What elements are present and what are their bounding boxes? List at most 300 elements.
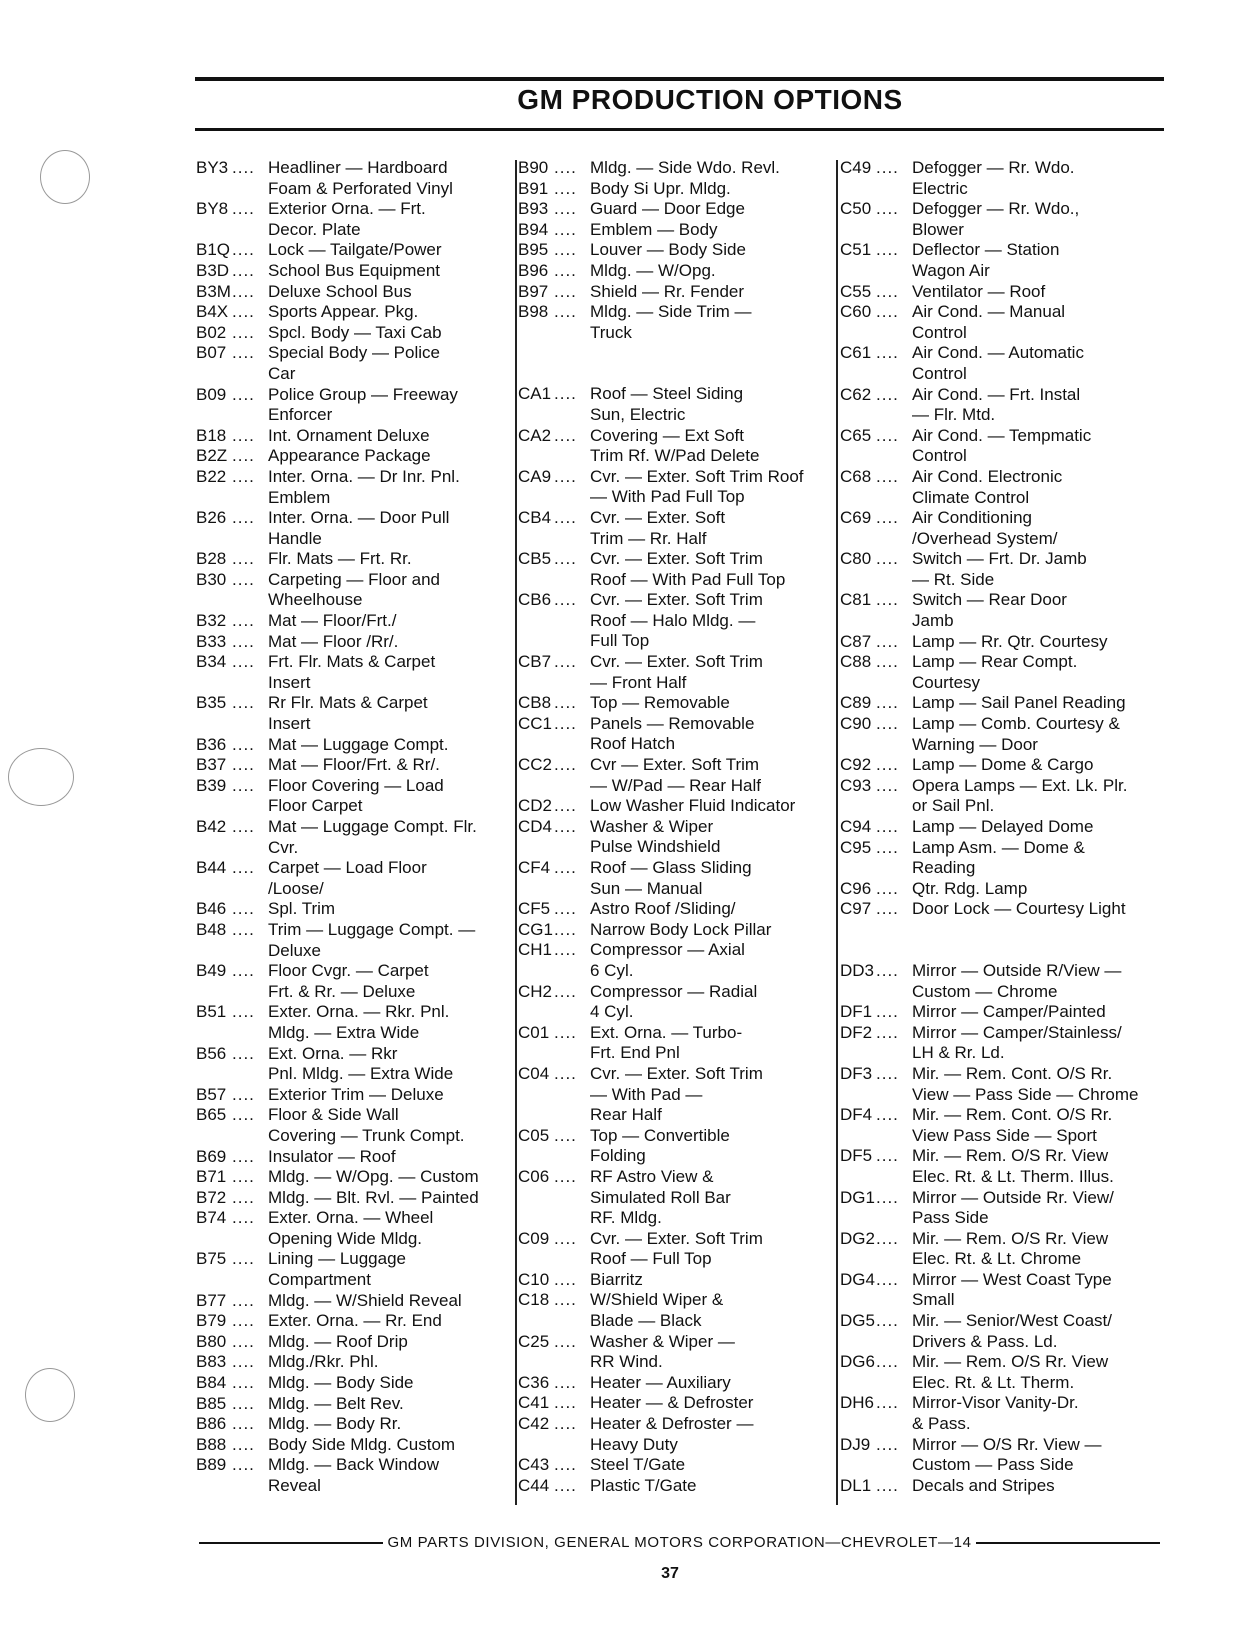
option-entry — [840, 1023, 1170, 1064]
option-code: B1Q — [196, 240, 231, 260]
leader-dots: .... — [554, 1455, 577, 1475]
option-description: Shield — Rr. Fender — [590, 281, 745, 301]
option-entry — [196, 446, 506, 467]
leader-dots: .... — [554, 919, 577, 939]
leader-dots: .... — [876, 343, 899, 363]
option-entry — [518, 1373, 838, 1394]
option-entry — [518, 240, 838, 261]
option-description: Ext. Orna. — Rkr Pnl. Mldg. — Extra Wide — [268, 1043, 454, 1084]
option-entry — [518, 1290, 838, 1331]
footer-rule-left — [199, 1542, 383, 1544]
leader-dots: .... — [554, 425, 577, 445]
option-description: Emblem — Body — [590, 219, 718, 239]
option-description: Lining — Luggage Compartment — [268, 1249, 407, 1290]
option-code: CB7 — [518, 652, 552, 672]
option-code: C42 — [518, 1414, 550, 1434]
option-description: Lamp — Rr. Qtr. Courtesy — [912, 631, 1108, 651]
option-description: Spcl. Body — Taxi Cab — [268, 322, 442, 342]
option-description: Cvr — Exter. Soft Trim — W/Pad — Rear Half — [590, 755, 761, 795]
option-description: Spl. Trim — [268, 899, 336, 919]
option-entry — [196, 282, 506, 303]
option-entry — [518, 1455, 838, 1476]
option-description: Mldg. — Side Wdo. Revl. — [590, 158, 780, 177]
top-rule — [195, 77, 1164, 81]
option-entry — [518, 652, 838, 693]
option-entry — [196, 1414, 506, 1435]
option-code: DG5 — [840, 1311, 875, 1331]
option-entry — [196, 426, 506, 447]
option-description: Floor Cvgr. — Carpet Frt. & Rr. — Deluxe — [268, 961, 429, 1001]
option-description: Rr Flr. Mats & Carpet Insert — [268, 693, 428, 734]
option-description: Exter. Orna. — Rr. End — [268, 1311, 442, 1331]
option-entry — [196, 261, 506, 282]
leader-dots: .... — [554, 693, 577, 713]
option-description: Mldg. — Belt Rev. — [268, 1393, 404, 1413]
option-entry — [518, 714, 838, 755]
option-entry — [840, 1352, 1170, 1393]
option-code: C01 — [518, 1022, 550, 1042]
option-entry — [840, 714, 1170, 755]
option-description: Roof — Steel Siding Sun, Electric — [590, 384, 744, 424]
option-description: Narrow Body Lock Pillar — [590, 919, 772, 939]
option-description: Body Si Upr. Mldg. — [590, 178, 731, 198]
option-code: DH6 — [840, 1393, 875, 1413]
option-entry — [840, 467, 1170, 508]
option-code: B46 — [196, 899, 227, 919]
leader-dots: .... — [232, 1002, 255, 1022]
leader-dots: .... — [876, 1311, 899, 1331]
option-description: Heater — Auxiliary — [590, 1372, 731, 1392]
leader-dots: .... — [232, 343, 255, 363]
leader-dots: .... — [232, 1331, 255, 1351]
option-entry — [518, 1064, 838, 1126]
leader-dots: .... — [876, 652, 899, 672]
option-description: Mldg. — Blt. Rvl. — Painted — [268, 1187, 479, 1207]
option-code: B26 — [196, 508, 227, 528]
option-code: CA2 — [518, 425, 552, 445]
option-entry — [196, 1332, 506, 1353]
leader-dots: .... — [554, 178, 577, 198]
option-description: Mat — Luggage Compt. Flr. Cvr. — [268, 817, 477, 857]
option-entry — [840, 1476, 1170, 1497]
leader-dots: .... — [554, 260, 577, 280]
option-entry — [518, 384, 838, 425]
option-description: Mirror-Visor Vanity-Dr. & Pass. — [912, 1393, 1079, 1434]
page-title: GM PRODUCTION OPTIONS — [517, 84, 903, 115]
option-description: Qtr. Rdg. Lamp — [912, 878, 1028, 898]
leader-dots: .... — [232, 755, 255, 775]
option-entry — [196, 240, 506, 261]
option-code: C10 — [518, 1269, 550, 1289]
leader-dots: .... — [232, 425, 255, 445]
option-code: B72 — [196, 1187, 227, 1207]
option-entry — [196, 632, 506, 653]
option-description: Mir. — Senior/West Coast/ Drivers & Pass. Ld. — [912, 1311, 1112, 1351]
option-description: Guard — Door Edge — [590, 199, 745, 219]
option-entry — [518, 158, 838, 179]
leader-dots: .... — [876, 817, 899, 836]
option-entry — [196, 1002, 506, 1043]
option-entry — [196, 899, 506, 920]
option-code: B35 — [196, 693, 227, 713]
option-description: Exter. Orna. — Rkr. Pnl. Mldg. — Extra Wide — [268, 1002, 450, 1042]
leader-dots: .... — [554, 755, 577, 775]
option-entry — [518, 199, 838, 220]
option-entry — [518, 693, 838, 714]
option-code: B51 — [196, 1002, 227, 1022]
option-code: CA9 — [518, 466, 552, 486]
leader-dots: .... — [232, 1434, 255, 1454]
leader-dots: .... — [554, 652, 577, 672]
option-description: Deluxe School Bus — [268, 281, 412, 301]
option-description: Mirror — O/S Rr. View — Custom — Pass Side — [912, 1434, 1102, 1475]
option-description: Mat — Floor/Frt./ — [268, 611, 397, 631]
option-code: C65 — [840, 425, 872, 445]
option-entry — [518, 1393, 838, 1414]
option-code: BY3 — [196, 158, 229, 177]
option-description: Mirror — Camper/Painted — [912, 1002, 1106, 1022]
leader-dots: .... — [554, 219, 577, 239]
option-description: Mldg. — Side Trim — Truck — [590, 302, 752, 342]
leader-dots: .... — [876, 158, 899, 177]
option-description: RF Astro View & Simulated Roll Bar RF. Mldg. — [590, 1166, 731, 1228]
option-entry — [518, 817, 838, 858]
option-code: CD2 — [518, 796, 553, 816]
leader-dots: .... — [876, 1228, 899, 1248]
option-code: C89 — [840, 693, 872, 713]
option-code: C95 — [840, 837, 872, 857]
option-code: DF3 — [840, 1063, 873, 1083]
option-code: C04 — [518, 1063, 550, 1083]
option-description: Flr. Mats — Frt. Rr. — [268, 549, 412, 569]
option-description: Air Cond. Electronic Climate Control — [912, 466, 1063, 507]
leader-dots: .... — [554, 1331, 577, 1351]
option-code: B84 — [196, 1373, 227, 1393]
option-entry — [840, 240, 1170, 281]
option-description: Biarritz — [590, 1269, 643, 1289]
option-entry — [196, 817, 506, 858]
leader-dots: .... — [554, 507, 577, 527]
option-code: DG6 — [840, 1352, 875, 1372]
leader-dots: .... — [876, 899, 899, 919]
leader-dots: .... — [232, 1146, 255, 1166]
option-description: Roof — Glass Sliding Sun — Manual — [590, 858, 752, 898]
option-description: Lock — Tailgate/Power — [268, 240, 442, 260]
option-entry — [518, 1476, 838, 1497]
leader-dots: .... — [876, 1146, 899, 1166]
option-entry — [840, 1393, 1170, 1434]
option-description: Defogger — Rr. Wdo., Blower — [912, 199, 1080, 239]
option-entry — [518, 467, 838, 508]
option-entry — [840, 961, 1170, 1002]
leader-dots: .... — [232, 1393, 255, 1413]
option-code: C51 — [840, 240, 872, 260]
leader-dots: .... — [554, 1166, 577, 1186]
option-code: B77 — [196, 1290, 227, 1310]
option-code: C25 — [518, 1331, 550, 1351]
option-entry — [196, 1147, 506, 1168]
option-code: B69 — [196, 1146, 227, 1166]
option-description: Louver — Body Side — [590, 240, 746, 260]
leader-dots: .... — [876, 1393, 899, 1413]
option-description: Mirror — Camper/Stainless/ LH & Rr. Ld. — [912, 1022, 1122, 1063]
leader-dots: .... — [876, 631, 899, 651]
option-code: CB4 — [518, 507, 552, 527]
option-code: C80 — [840, 549, 872, 569]
option-description: Top — Removable — [590, 693, 730, 713]
option-entry — [840, 1105, 1170, 1146]
option-description: Special Body — Police Car — [268, 343, 440, 383]
leader-dots: .... — [554, 302, 577, 322]
option-code: C43 — [518, 1455, 550, 1475]
leader-dots: .... — [554, 899, 577, 919]
option-code: B96 — [518, 260, 549, 280]
option-description: Low Washer Fluid Indicator — [590, 796, 796, 816]
option-code: C50 — [840, 199, 872, 219]
option-code: C09 — [518, 1228, 550, 1248]
option-entry — [840, 302, 1170, 343]
option-code: DF2 — [840, 1022, 873, 1042]
option-code: B97 — [518, 281, 549, 301]
leader-dots: .... — [554, 384, 577, 404]
option-description: Covering — Ext Soft Trim Rf. W/Pad Delete — [590, 425, 760, 466]
option-description: Switch — Rear Door Jamb — [912, 590, 1067, 631]
option-code: B39 — [196, 775, 227, 795]
option-entry — [196, 1085, 506, 1106]
leader-dots: .... — [876, 714, 899, 734]
option-description: Mldg. — W/Opg. — Custom — [268, 1167, 479, 1187]
option-code: C92 — [840, 755, 872, 775]
option-entry — [518, 302, 838, 343]
option-entry — [518, 220, 838, 241]
option-description: Carpeting — Floor and Wheelhouse — [268, 569, 440, 610]
leader-dots: .... — [232, 1187, 255, 1207]
leader-dots: .... — [876, 1434, 899, 1454]
option-description: Mat — Floor/Frt. & Rr/. — [268, 755, 440, 775]
option-code: DD3 — [840, 960, 875, 980]
option-entry — [196, 1373, 506, 1394]
footer-text: GM PARTS DIVISION, GENERAL MOTORS CORPORATION—CHEVROLET—14 — [387, 1534, 972, 1551]
option-code: B02 — [196, 322, 227, 342]
option-description: Mldg./Rkr. Phl. — [268, 1352, 379, 1372]
footer — [195, 1534, 1164, 1551]
leader-dots: .... — [876, 302, 899, 322]
option-entry — [518, 796, 838, 817]
leader-dots: .... — [554, 549, 577, 569]
leader-dots: .... — [232, 1414, 255, 1434]
option-entry — [518, 1414, 838, 1455]
option-code: C97 — [840, 899, 872, 919]
option-code: B30 — [196, 569, 227, 589]
option-code: B88 — [196, 1434, 227, 1454]
option-entry — [518, 982, 838, 1023]
option-description: Exter. Orna. — Wheel Opening Wide Mldg. — [268, 1208, 434, 1248]
option-entry — [840, 590, 1170, 631]
option-code: B33 — [196, 631, 227, 651]
option-entry — [840, 549, 1170, 590]
option-description: Body Side Mldg. Custom — [268, 1434, 456, 1454]
leader-dots: .... — [232, 384, 255, 404]
option-entry — [518, 1270, 838, 1291]
option-code: B49 — [196, 961, 227, 981]
option-code: C06 — [518, 1166, 550, 1186]
option-description: Sports Appear. Pkg. — [268, 302, 419, 322]
leader-dots: .... — [554, 240, 577, 260]
option-code: B71 — [196, 1167, 227, 1187]
leader-dots: .... — [554, 281, 577, 301]
option-entry — [196, 693, 506, 734]
option-code: B89 — [196, 1455, 227, 1475]
option-description: Inter. Orna. — Dr Inr. Pnl. Emblem — [268, 466, 460, 507]
option-code: C68 — [840, 466, 872, 486]
option-entry — [840, 199, 1170, 240]
option-code: B75 — [196, 1249, 227, 1269]
page-number: 37 — [661, 1565, 679, 1582]
option-code: B80 — [196, 1331, 227, 1351]
option-entry — [196, 1311, 506, 1332]
option-code: C69 — [840, 508, 872, 528]
option-code: B98 — [518, 302, 549, 322]
option-entry — [518, 858, 838, 899]
option-entry — [196, 1188, 506, 1209]
option-description: Steel T/Gate — [590, 1455, 686, 1475]
binder-hole — [40, 150, 90, 204]
option-description: Ventilator — Roof — [912, 281, 1046, 301]
title-rule — [195, 128, 1164, 131]
leader-dots: .... — [232, 1311, 255, 1331]
option-code: C94 — [840, 817, 872, 836]
option-description: Compressor — Axial 6 Cyl. — [590, 940, 745, 980]
option-entry — [518, 755, 838, 796]
option-entry — [196, 1044, 506, 1085]
option-code: C60 — [840, 302, 872, 322]
option-entry — [196, 323, 506, 344]
leader-dots: .... — [232, 446, 255, 466]
leader-dots: .... — [876, 960, 899, 980]
option-description: Floor Covering — Load Floor Carpet — [268, 775, 444, 816]
binder-hole — [8, 748, 74, 806]
leader-dots: .... — [876, 878, 899, 898]
leader-dots: .... — [876, 1105, 899, 1125]
leader-dots: .... — [554, 466, 577, 486]
option-description: Police Group — Freeway Enforcer — [268, 384, 458, 425]
option-description: Ext. Orna. — Turbo- Frt. End Pnl — [590, 1022, 743, 1063]
option-code: B74 — [196, 1208, 227, 1228]
option-code: DF4 — [840, 1105, 873, 1125]
leader-dots: .... — [554, 1290, 577, 1310]
option-description: Switch — Frt. Dr. Jamb — Rt. Side — [912, 549, 1087, 589]
option-entry — [840, 1311, 1170, 1352]
option-description: Astro Roof /Sliding/ — [590, 899, 736, 919]
option-description: Exterior Trim — Deluxe — [268, 1084, 444, 1104]
option-code: B36 — [196, 734, 227, 754]
option-code: CB8 — [518, 693, 552, 713]
option-entry — [196, 858, 506, 899]
option-entry — [518, 1332, 838, 1373]
option-description: Washer & Wiper Pulse Windshield — [590, 816, 721, 857]
leader-dots: .... — [876, 425, 899, 445]
options-column-1 — [196, 158, 506, 1497]
column-divider — [515, 160, 517, 1505]
option-entry — [840, 1435, 1170, 1476]
leader-dots: .... — [232, 302, 255, 322]
option-entry — [840, 817, 1170, 838]
option-entry — [518, 899, 838, 920]
leader-dots: .... — [232, 1352, 255, 1372]
column-divider — [836, 160, 838, 1505]
option-code: C49 — [840, 158, 872, 177]
option-entry — [196, 1105, 506, 1146]
option-code: CD4 — [518, 816, 553, 836]
leader-dots: .... — [232, 158, 255, 177]
option-entry — [518, 1126, 838, 1167]
option-code: C93 — [840, 775, 872, 795]
option-entry — [840, 1002, 1170, 1023]
leader-dots: .... — [232, 466, 255, 486]
option-code: CC1 — [518, 713, 553, 733]
option-entry — [196, 1435, 506, 1456]
option-description: Mldg. — Body Side — [268, 1373, 414, 1393]
option-entry — [840, 693, 1170, 714]
option-code: B86 — [196, 1414, 227, 1434]
option-entry — [518, 1229, 838, 1270]
option-description: Mirror — Outside R/View — Custom — Chrome — [912, 960, 1122, 1001]
option-description: Door Lock — Courtesy Light — [912, 899, 1126, 919]
option-entry — [196, 549, 506, 570]
leader-dots: .... — [554, 1228, 577, 1248]
leader-dots: .... — [876, 549, 899, 569]
leader-dots: .... — [876, 508, 899, 528]
option-description: Air Conditioning /Overhead System/ — [912, 508, 1058, 548]
option-description: Cvr. — Exter. Soft Trim — With Pad — Rear Half — [590, 1063, 763, 1125]
option-code: B65 — [196, 1105, 227, 1125]
leader-dots: .... — [554, 199, 577, 219]
option-code: B56 — [196, 1043, 227, 1063]
leader-dots: .... — [554, 1372, 577, 1392]
leader-dots: .... — [232, 549, 255, 569]
option-code: B90 — [518, 158, 549, 177]
leader-dots: .... — [554, 713, 577, 733]
section-gap — [518, 343, 838, 384]
option-code: DL1 — [840, 1475, 872, 1495]
option-entry — [196, 776, 506, 817]
option-description: Deflector — Station Wagon Air — [912, 240, 1060, 280]
option-description: Mldg. — Body Rr. — [268, 1414, 402, 1434]
option-entry — [196, 920, 506, 961]
option-code: B3D — [196, 260, 230, 280]
option-entry — [196, 1249, 506, 1290]
leader-dots: .... — [232, 734, 255, 754]
option-entry — [196, 1455, 506, 1496]
leader-dots: .... — [876, 281, 899, 301]
option-code: B18 — [196, 425, 227, 445]
option-description: Compressor — Radial 4 Cyl. — [590, 981, 758, 1022]
option-entry — [196, 755, 506, 776]
option-entry — [196, 302, 506, 323]
option-description: Defogger — Rr. Wdo. Electric — [912, 158, 1075, 198]
leader-dots: .... — [876, 1269, 899, 1289]
option-description: Cvr. — Exter. Soft Trim — Rr. Half — [590, 507, 726, 548]
leader-dots: .... — [876, 693, 899, 713]
option-code: C87 — [840, 631, 872, 651]
option-code: B37 — [196, 755, 227, 775]
option-description: W/Shield Wiper & Blade — Black — [590, 1290, 724, 1331]
option-code: DG1 — [840, 1187, 875, 1207]
option-description: Lamp — Rear Compt. Courtesy — [912, 652, 1078, 692]
option-entry — [518, 920, 838, 941]
option-code: CB6 — [518, 590, 552, 610]
binder-hole — [25, 1368, 75, 1422]
